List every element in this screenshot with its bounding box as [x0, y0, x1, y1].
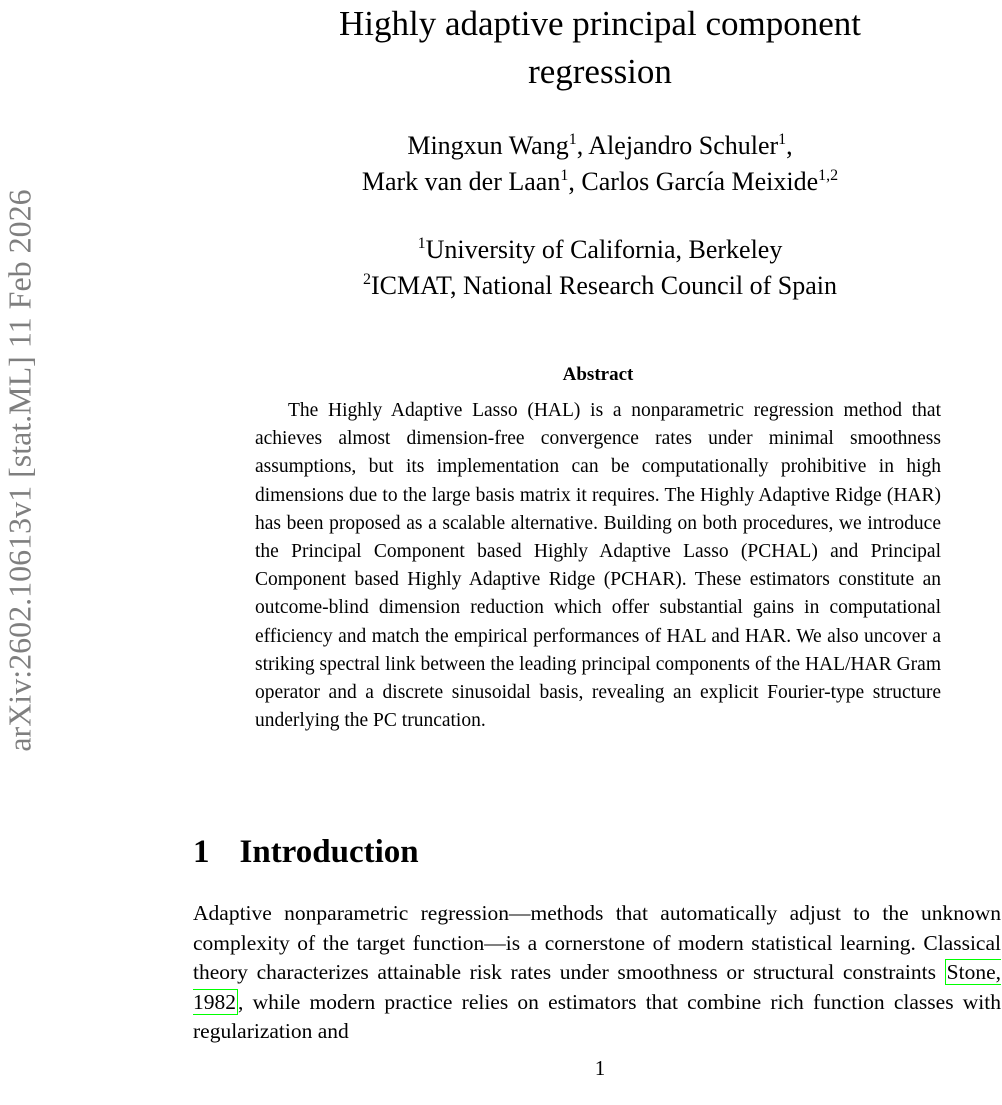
arxiv-identifier: arXiv:2602.10613v1 [stat.ML] 11 Feb 2026: [1, 188, 38, 752]
author-separator: ,: [786, 131, 793, 160]
author-separator: ,: [568, 167, 582, 196]
author-separator: ,: [576, 131, 589, 160]
author-name: Alejandro Schuler: [588, 131, 779, 160]
author-affil-mark: 1: [778, 131, 787, 148]
author: [588, 131, 792, 160]
title-line-1: Highly adaptive principal component: [339, 4, 861, 43]
author-affil-mark: 1,2: [818, 167, 839, 184]
section-heading: [193, 834, 419, 871]
author: [581, 167, 838, 196]
author: [362, 167, 582, 196]
author-name: Mark van der Laan: [361, 167, 561, 196]
arxiv-side-stamp: [0, 90, 40, 850]
affiliation: [200, 232, 1000, 268]
author-affil-mark: 1: [568, 131, 577, 148]
intro-paragraph: [193, 899, 1001, 1047]
page-number: 1: [594, 1056, 606, 1080]
author: [407, 131, 588, 160]
intro-text: Adaptive nonparametric regression—methods that automatically adjust to the unknown complexity of the target function—is a cornerstone of modern statistical learning. Classical theory characterizes attainable risk rates under smoothness or structural constraints: [193, 901, 1001, 984]
author-affil-mark: 1: [560, 167, 569, 184]
abstract-heading: Abstract: [562, 364, 634, 385]
affiliation-list: [200, 232, 1000, 304]
citation-link[interactable]: Stone, 1982: [193, 960, 1001, 1014]
title-line-2: regression: [528, 52, 672, 91]
affiliation-name: ICMAT, National Research Council of Spain: [371, 271, 837, 300]
affiliation-name: University of California, Berkeley: [425, 235, 783, 264]
author-name: Mingxun Wang: [407, 131, 569, 160]
intro-text-continued: , while modern practice relies on estimators that combine rich function classes with regularization and: [193, 989, 1001, 1043]
author-list: [200, 128, 1000, 200]
section-number: 1: [193, 834, 210, 870]
abstract-text: The Highly Adaptive Lasso (HAL) is a nonparametric regression method that achieves almost dimension-free convergence rates under minimal smoothness assumptions, but its implementation can be computationally prohibitive in high dimensions due to the large basis matrix it requires. The Highly Adaptive Ridge (HAR) has been proposed as a scalable alternative. Building on both procedures, we introduce the Principal Component based Highly Adaptive Lasso (PCHAL) and Principal Component based Highly Adaptive Ridge (PCHAR). These estimators constitute an outcome-blind dimension reduction which offer substantial gains in computational efficiency and match the empirical performances of HAL and HAR. We also uncover a striking spectral link between the leading principal components of the HAL/HAR Gram operator and a discrete sinusoidal basis, revealing an explicit Fourier-type structure underlying the PC truncation.: [255, 400, 941, 732]
section-title: Introduction: [239, 834, 419, 870]
author-name: Carlos García Meixide: [581, 167, 819, 196]
affiliation-mark: 1: [417, 235, 426, 252]
paper-title: [200, 0, 1000, 96]
affiliation: [200, 268, 1000, 304]
affiliation-mark: 2: [363, 271, 371, 288]
